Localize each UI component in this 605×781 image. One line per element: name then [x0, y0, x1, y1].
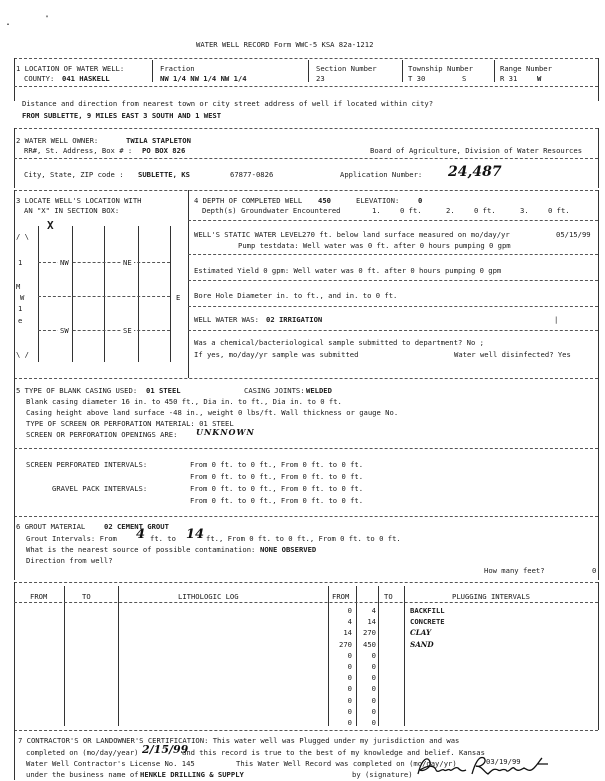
plug-from-cell: 14	[343, 628, 352, 638]
plug-to-cell: 450	[363, 639, 376, 649]
tick-mark: e	[18, 316, 23, 325]
board-text: Board of Agriculture, Division of Water Resources	[370, 146, 583, 155]
divider	[14, 86, 598, 87]
application-number: 24,487	[448, 164, 502, 180]
plug-to-cell: 0	[371, 662, 376, 671]
owner-label: 2 WATER WELL OWNER:	[16, 136, 99, 145]
city-value: SUBLETTE, KS	[138, 170, 190, 179]
depth-label: 4 DEPTH OF COMPLETED WELL	[194, 196, 303, 205]
elevation-label: ELEVATION:	[356, 196, 400, 205]
divider	[14, 158, 598, 159]
right-border	[598, 190, 599, 378]
plug-to-cell: 0	[371, 695, 376, 705]
m-marker: M	[16, 282, 21, 291]
divider	[14, 582, 598, 583]
divider	[152, 60, 153, 82]
tick-mark: 1	[18, 304, 23, 313]
certification-completed-date: 2/15/99	[142, 743, 189, 756]
log-header-from: FROM	[30, 592, 48, 601]
bore-hole-line: Bore Hole Diameter in. to ft., and in. to 0 ft.	[194, 291, 398, 300]
fraction-value: NW 1/4 NW 1/4 NW 1/4	[160, 74, 247, 83]
locate-label-2: AN "X" IN SECTION BOX:	[24, 206, 120, 215]
grout-ft-to: ft. to	[150, 534, 176, 543]
signature-label: by (signature)	[352, 770, 413, 779]
plug-from-cell: 0	[347, 662, 352, 671]
pump-test-line: Pump testdata: Well water was 0 ft. after 0 hours pumping 0 gpm	[238, 241, 511, 250]
plug-to-cell: 0	[371, 673, 376, 683]
groundwater-3-label: 3.	[520, 206, 529, 215]
column-divider	[118, 586, 119, 726]
divider	[14, 602, 598, 603]
disinfected-text: Water well disinfected? Yes	[454, 350, 571, 359]
right-border	[598, 378, 599, 516]
certification-completed-label: completed on (mo/day/year)	[26, 748, 139, 757]
township-direction: S	[462, 74, 467, 83]
screen-intervals-label: SCREEN PERFORATED INTERVALS:	[26, 460, 148, 469]
right-border	[598, 58, 599, 101]
how-many-feet-label: How many feet?	[484, 566, 545, 575]
plug-to-cell: 270	[363, 628, 376, 638]
joints-value: WELDED	[306, 386, 332, 395]
left-border	[14, 378, 15, 516]
well-water-was-value: 02 IRRIGATION	[266, 315, 323, 324]
divider	[14, 516, 598, 517]
plug-to-cell: 14	[367, 617, 376, 627]
form-title: WATER WELL RECORD Form WWC-5 KSA 82a-1212	[196, 40, 374, 49]
left-border	[14, 582, 15, 730]
column-divider	[356, 586, 357, 726]
log-header-to: TO	[82, 592, 91, 601]
field-tick: |	[554, 315, 559, 324]
divider	[14, 448, 598, 449]
well-water-was-label: WELL WATER WAS:	[194, 315, 259, 324]
grout-from-value: 4	[136, 527, 146, 542]
plug-from-cell: 0	[347, 673, 352, 683]
column-divider	[188, 190, 189, 378]
business-name-value: HENKLE DRILLING & SUPPLY	[140, 770, 244, 779]
address-label: RR#, St. Address, Box # :	[24, 146, 133, 155]
interval-row: From 0 ft. to 0 ft., From 0 ft. to 0 ft.	[190, 496, 364, 505]
log-header-to2: TO	[384, 592, 393, 601]
license-line: Water Well Contractor's License No. 145	[26, 759, 195, 768]
business-name-label: under the business name of	[26, 770, 139, 779]
range-value: R 31	[500, 74, 518, 83]
county-label: COUNTY:	[24, 74, 55, 83]
city-label: City, State, ZIP code :	[24, 170, 124, 179]
interval-row: From 0 ft. to 0 ft., From 0 ft. to 0 ft.	[190, 484, 364, 493]
right-border	[598, 516, 599, 580]
gravel-intervals-label: GRAVEL PACK INTERVALS:	[52, 484, 148, 493]
direction-label: Direction from well?	[26, 556, 113, 565]
log-header-plugging: PLUGGING INTERVALS	[452, 592, 530, 601]
locate-label: 3 LOCATE WELL'S LOCATION WITH	[16, 196, 142, 205]
distance-label: Distance and direction from nearest town or city street address of well if located within city?	[22, 99, 434, 108]
township-label: Township Number	[408, 64, 473, 73]
right-border	[598, 128, 599, 188]
plug-from-cell: 0	[347, 706, 352, 716]
log-header-from2: FROM	[332, 592, 350, 601]
sample-date-label: If yes, mo/day/yr sample was submitted	[194, 350, 359, 359]
nw-quadrant-label: NW	[60, 258, 69, 267]
interval-row: From 0 ft. to 0 ft., From 0 ft. to 0 ft.	[190, 460, 364, 469]
plug-desc-cell: CONCRETE	[410, 617, 445, 627]
plug-from-cell: 0	[347, 684, 352, 694]
column-divider	[328, 586, 329, 726]
plug-from-cell: 0	[347, 718, 352, 727]
tick-mark: 1	[18, 258, 23, 267]
certification-line-1: 7 CONTRACTOR'S OR LANDOWNER'S CERTIFICATION: This water well was Plugged under my jurisdiction and was	[18, 736, 460, 745]
interval-row: From 0 ft. to 0 ft., From 0 ft. to 0 ft.	[190, 472, 364, 481]
divider	[188, 220, 598, 221]
plug-from-cell: 270	[339, 639, 352, 649]
column-divider	[404, 586, 405, 726]
divider	[308, 60, 309, 82]
divider	[188, 280, 598, 281]
static-level-value: 270 ft. below land surface measured on mo/day/yr	[302, 230, 510, 239]
left-border	[14, 516, 15, 580]
plug-to-cell: 0	[371, 650, 376, 660]
plug-to-cell: 0	[371, 718, 376, 727]
log-header-lithologic: LITHOLOGIC LOG	[178, 592, 239, 601]
left-border	[14, 730, 15, 780]
groundwater-2-value: 0 ft.	[474, 206, 496, 215]
divider	[14, 128, 598, 129]
static-level-label: WELL'S STATIC WATER LEVEL	[194, 230, 303, 239]
location-label: 1 LOCATION OF WATER WELL:	[16, 64, 125, 73]
groundwater-1-value: 0 ft.	[400, 206, 422, 215]
fraction-label: Fraction	[160, 64, 195, 73]
casing-label: 5 TYPE OF BLANK CASING USED:	[16, 386, 138, 395]
divider	[494, 60, 495, 82]
zip-value: 67877-0826	[230, 170, 274, 179]
contamination-value: NONE OBSERVED	[260, 545, 317, 554]
se-quadrant-label: SE	[123, 326, 132, 335]
chemical-sample-question: Was a chemical/bacteriological sample submitted to department? No ;	[194, 338, 484, 347]
owner-name: TWILA STAPLETON	[126, 136, 191, 145]
section-value: 23	[316, 74, 325, 83]
casing-diameter-line: Blank casing diameter 16 in. to 450 ft., Dia in. to ft., Dia in. to 0 ft.	[26, 397, 342, 406]
plug-from-cell: 0	[347, 606, 352, 615]
sw-quadrant-label: SW	[60, 326, 69, 335]
left-border	[14, 190, 15, 378]
casing-type: 01 STEEL	[146, 386, 181, 395]
divider	[14, 730, 598, 731]
plug-from-cell: 0	[347, 695, 352, 705]
plug-desc-cell: CLAY	[410, 628, 432, 638]
contamination-label: What is the nearest source of possible contamination:	[26, 545, 256, 554]
contractor-signature	[414, 752, 564, 780]
grout-intervals-label: Grout Intervals: From	[26, 534, 117, 543]
south-marker: \ /	[16, 350, 29, 359]
groundwater-2-label: 2.	[446, 206, 455, 215]
east-label: E	[176, 293, 181, 302]
screen-type-line: TYPE OF SCREEN OR PERFORATION MATERIAL: 01 STEEL	[26, 419, 234, 428]
static-level-date: 05/15/99	[556, 230, 591, 239]
ne-quadrant-label: NE	[123, 258, 132, 267]
divider	[14, 58, 598, 59]
plug-desc-cell: BACKFILL	[410, 606, 445, 615]
plug-to-cell: 0	[371, 706, 376, 716]
range-direction: W	[537, 74, 542, 83]
township-value: T 30	[408, 74, 426, 83]
how-many-feet-value: 0	[592, 566, 597, 575]
distance-value: FROM SUBLETTE, 9 MILES EAST 3 SOUTH AND 1 WEST	[22, 111, 222, 120]
well-x-mark: X	[47, 219, 54, 232]
scan-speck: "	[45, 15, 49, 22]
depth-value: 450	[318, 196, 331, 205]
west-label: W	[20, 293, 25, 302]
range-label: Range Number	[500, 64, 552, 73]
grout-material: 02 CEMENT GROUT	[104, 522, 169, 531]
grout-to-value: 14	[186, 527, 205, 542]
right-border	[598, 582, 599, 730]
plug-to-cell: 0	[371, 684, 376, 694]
application-label: Application Number:	[340, 170, 423, 179]
record-completed-label: This Water Well Record was completed on (mo/day/yr)	[236, 759, 457, 768]
column-divider	[64, 586, 65, 726]
divider	[402, 60, 403, 82]
elevation-value: 0	[418, 196, 423, 205]
plug-from-cell: 4	[347, 617, 352, 627]
scan-speck: .	[5, 17, 12, 28]
plug-desc-cell: SAND	[410, 639, 434, 649]
address-value: PO BOX 826	[142, 146, 186, 155]
record-completed-date: 03/19/99	[486, 757, 521, 766]
casing-height-line: Casing height above land surface -48 in., weight 0 lbs/ft. Wall thickness or gauge No.	[26, 408, 399, 417]
divider	[188, 330, 598, 331]
grout-label: 6 GROUT MATERIAL	[16, 522, 86, 531]
groundwater-label: Depth(s) Groundwater Encountered	[202, 206, 341, 215]
openings-value: UNKNOWN	[196, 427, 255, 437]
section-label: Section Number	[316, 64, 377, 73]
plug-from-cell: 0	[347, 650, 352, 660]
county-value: 041 HASKELL	[62, 74, 110, 83]
divider	[188, 254, 598, 255]
estimated-yield-line: Estimated Yield 0 gpm: Well water was 0 ft. after 0 hours pumping 0 gpm	[194, 266, 502, 275]
plug-to-cell: 4	[371, 606, 376, 615]
groundwater-3-value: 0 ft.	[548, 206, 570, 215]
groundwater-1-label: 1.	[372, 206, 381, 215]
openings-label: SCREEN OR PERFORATION OPENINGS ARE:	[26, 430, 178, 439]
left-border	[14, 58, 15, 101]
joints-label: CASING JOINTS:	[244, 386, 305, 395]
column-divider	[378, 586, 379, 726]
divider	[14, 378, 598, 379]
divider	[14, 190, 598, 191]
grout-rest-line: ft., From 0 ft. to 0 ft., From 0 ft. to 0 ft.	[206, 534, 401, 543]
certification-line-2: and this record is true to the best of my knowledge and belief. Kansas	[182, 748, 485, 757]
north-marker: / \	[16, 232, 29, 241]
divider	[188, 306, 598, 307]
